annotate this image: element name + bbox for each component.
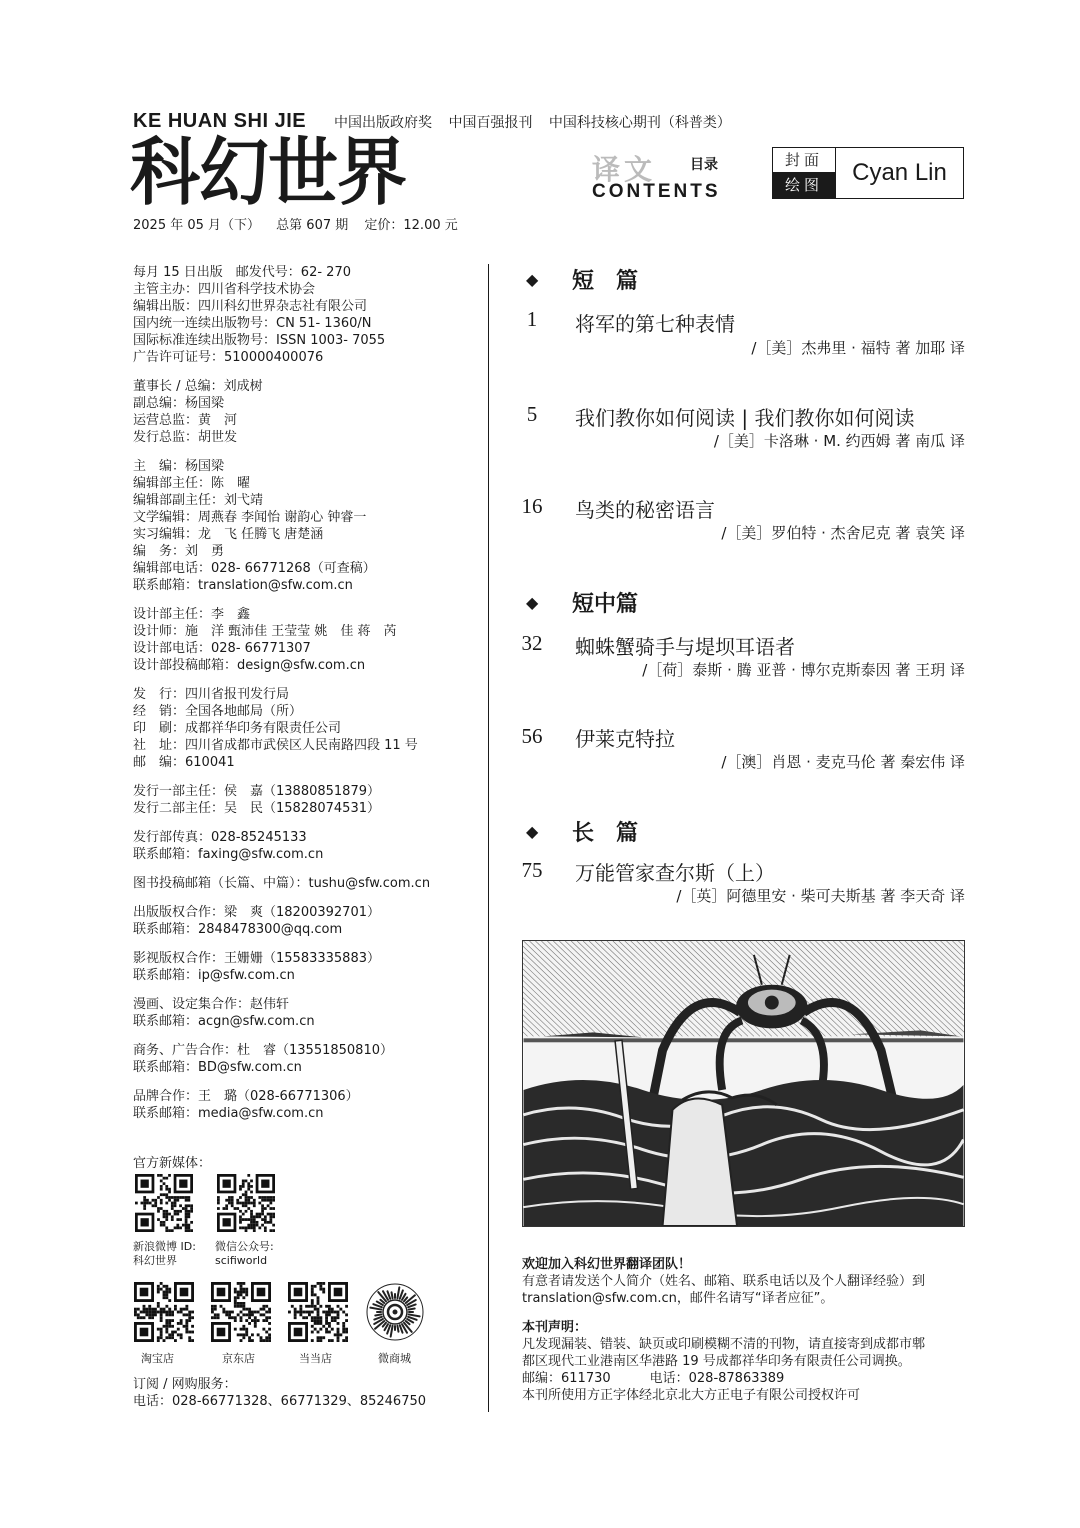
info-line: 发行一部主任：侯 嘉（13880851879） xyxy=(133,784,380,799)
toc-author: /［英］阿德里安 · 柴可夫斯基 著 李天奇 译 xyxy=(676,887,965,905)
info-line: 编辑部副主任：刘弋靖 xyxy=(133,493,264,508)
info-line: 实习编辑：龙 飞 任腾飞 唐楚涵 xyxy=(133,527,324,542)
info-group xyxy=(133,264,483,366)
info-line: 经 销：全国各地邮局（所） xyxy=(133,704,303,719)
info-line: 漫画、设定集合作：赵伟轩 xyxy=(133,997,290,1012)
cover-label: 封面 xyxy=(773,148,835,173)
info-line: 设计部投稿邮箱：design@sfw.com.cn xyxy=(133,658,366,673)
award-1: 中国出版政府奖 xyxy=(334,115,432,131)
info-line: 发行二部主任：吴 民（15828074531） xyxy=(133,801,380,816)
subscription-phone: 电话：028-66771328、66771329、85246750 xyxy=(133,1394,427,1409)
toc-author: /［荷］泰斯 · 腾 亚普 · 博尔克斯泰因 著 王玥 译 xyxy=(642,661,965,679)
toc-author: /［美］罗伯特 · 杰舍尼克 著 袁笑 译 xyxy=(721,524,965,542)
toc-title[interactable]: 万能管家查尔斯（上） xyxy=(575,861,775,885)
info-line: 每月 15 日出版 邮发代号：62- 270 xyxy=(133,265,351,280)
info-line: 印 刷：成都祥华印务有限责任公司 xyxy=(133,721,342,736)
info-group xyxy=(133,783,483,817)
toc-title[interactable]: 蜘蛛蟹骑手与堤坝耳语者 xyxy=(575,635,795,659)
weibo-qr-code xyxy=(135,1174,193,1232)
info-group xyxy=(133,606,483,674)
info-line: 发行部传真：028-85245133 xyxy=(133,830,307,845)
shop-label-taobao: 淘宝店 xyxy=(141,1352,174,1365)
translation-mark: 译文 xyxy=(592,153,657,186)
statement-title: 本刊声明： xyxy=(522,1320,588,1335)
info-line: 联系邮箱：media@sfw.com.cn xyxy=(133,1106,324,1121)
info-group xyxy=(133,378,483,446)
section-header-short: ◆ 短 篇 xyxy=(526,269,639,294)
info-line: 文学编辑：周燕春 李闻怡 谢韵心 钟睿一 xyxy=(133,510,367,525)
toc-title[interactable]: 将军的第七种表情 xyxy=(575,312,735,336)
info-line: 编 务：刘 勇 xyxy=(133,544,225,559)
toc-page: 5 xyxy=(526,402,538,426)
section-marker-icon: ◆ xyxy=(526,822,539,841)
section-marker-icon: ◆ xyxy=(526,270,539,289)
crab-rider-illustration xyxy=(522,940,965,1227)
wechat-label: 微信公众号: scifiworld xyxy=(215,1240,274,1267)
info-group xyxy=(133,1088,483,1122)
info-group xyxy=(133,950,483,984)
notes-block xyxy=(522,1256,972,1404)
toc-title[interactable]: 伊莱克特拉 xyxy=(575,727,675,751)
info-line: 编辑出版：四川科幻世界杂志社有限公司 xyxy=(133,299,368,314)
info-group xyxy=(133,904,483,938)
statement-text: 都区现代工业港南区华港路 19 号成都祥华印务有限责任公司调换。 xyxy=(522,1354,911,1369)
info-line: 国际标准连续出版物号：ISSN 1003- 7055 xyxy=(133,333,386,348)
info-group xyxy=(133,996,483,1030)
new-media-label: 官方新媒体： xyxy=(133,1156,212,1171)
info-line: 副总编：杨国梁 xyxy=(133,396,225,411)
info-line: 联系邮箱：BD@sfw.com.cn xyxy=(133,1060,302,1075)
info-group xyxy=(133,458,483,594)
section-marker-icon: ◆ xyxy=(526,593,539,612)
award-3: 中国科技核心期刊（科普类） xyxy=(548,115,731,131)
info-line: 董事长 / 总编：刘成树 xyxy=(133,379,263,394)
info-line: 品牌合作：王 璐（028-66771306） xyxy=(133,1089,359,1104)
magazine-pinyin: KE HUAN SHI JIE xyxy=(133,110,307,132)
toc-page: 56 xyxy=(521,724,543,748)
info-line: 设计部电话：028- 66771307 xyxy=(133,641,311,656)
info-group xyxy=(133,829,483,863)
toc-page: 16 xyxy=(521,494,543,518)
toc-page: 32 xyxy=(521,631,543,655)
info-line: 联系邮箱：2848478300@qq.com xyxy=(133,922,343,937)
shop-label-dangdang: 当当店 xyxy=(299,1352,332,1365)
info-line: 联系邮箱：acgn@sfw.com.cn xyxy=(133,1014,315,1029)
info-line: 运营总监：黄 河 xyxy=(133,413,238,428)
info-group xyxy=(133,875,483,892)
statement-text: 凡发现漏装、错装、缺页或印刷模糊不清的刊物，请直接寄到成都市郫 xyxy=(522,1337,926,1352)
subscription-service xyxy=(133,1376,426,1410)
illustration-label: 绘图 xyxy=(773,173,835,198)
subscription-label: 订阅 / 网购服务： xyxy=(133,1377,237,1392)
statement-text: 邮编：611730 电话：028-87863389 xyxy=(522,1371,785,1386)
info-line: 发行总监：胡世发 xyxy=(133,430,238,445)
info-line: 图书投稿邮箱（长篇、中篇）：tushu@sfw.com.cn xyxy=(133,876,431,891)
jd-qr-code xyxy=(211,1282,271,1342)
recruit-title: 欢迎加入科幻世界翻译团队！ xyxy=(522,1257,692,1272)
toc-mark: 目录 xyxy=(690,157,718,173)
statement-text: 本刊所使用方正字体经北京北大方正电子有限公司授权许可 xyxy=(522,1388,861,1403)
info-line: 商务、广告合作：杜 睿（13551850810） xyxy=(133,1043,393,1058)
info-line: 邮 编：610041 xyxy=(133,755,235,770)
toc-author: /［美］杰弗里 · 福特 著 加耶 译 xyxy=(751,339,965,357)
issue-line xyxy=(133,214,470,233)
issue-number: 总第 607 期 xyxy=(276,218,349,233)
info-line: 联系邮箱：translation@sfw.com.cn xyxy=(133,578,353,593)
info-line: 编辑部主任：陈 曜 xyxy=(133,476,251,491)
info-line: 国内统一连续出版物号：CN 51- 1360/N xyxy=(133,316,372,331)
info-line: 影视版权合作：王姗姗（15583335883） xyxy=(133,951,380,966)
info-line: 联系邮箱：ip@sfw.com.cn xyxy=(133,968,295,983)
cover-artist: Cyan Lin xyxy=(852,159,947,186)
info-line: 编辑部电话：028- 66771268（可查稿） xyxy=(133,561,376,576)
toc-title[interactable]: 鸟类的秘密语言 xyxy=(575,498,715,522)
toc-page: 75 xyxy=(521,858,543,882)
info-line: 广告许可证号：510000400076 xyxy=(133,350,324,365)
column-divider xyxy=(488,264,489,1412)
info-line: 设计部主任：李 鑫 xyxy=(133,607,251,622)
info-line: 主管主办：四川省科学技术协会 xyxy=(133,282,316,297)
recruit-text: 有意者请发送个人简介（姓名、邮箱、联系电话以及个人翻译经验）到 xyxy=(522,1274,926,1289)
weibo-label: 新浪微博 ID: 科幻世界 xyxy=(133,1240,196,1267)
toc-title[interactable]: 我们教你如何阅读 | 我们教你如何阅读 xyxy=(575,406,915,430)
award-2: 中国百强报刊 xyxy=(448,115,533,131)
info-group xyxy=(133,1042,483,1076)
info-group xyxy=(133,686,483,771)
info-line: 社 址：四川省成都市武侯区人民南路四段 11 号 xyxy=(133,738,418,753)
magazine-title-logo: 科幻世界 xyxy=(130,129,406,216)
issue-price: 定价：12.00 元 xyxy=(364,218,458,233)
cover-credit-box xyxy=(772,147,964,199)
info-line: 出版版权合作：梁 爽（18200392701） xyxy=(133,905,380,920)
contents-label: CONTENTS xyxy=(592,181,721,202)
shop-label-jd: 京东店 xyxy=(222,1352,255,1365)
issue-date: 2025 年 05 月（下） xyxy=(133,218,261,233)
masthead-info xyxy=(133,264,483,1134)
shop-label-mall: 微商城 xyxy=(378,1352,411,1365)
wechat-qr-code xyxy=(217,1174,275,1232)
info-line: 主 编：杨国梁 xyxy=(133,459,225,474)
info-line: 联系邮箱：faxing@sfw.com.cn xyxy=(133,847,324,862)
dangdang-qr-code xyxy=(288,1282,348,1342)
info-line: 设计师：施 洋 甄沛佳 王莹莹 姚 佳 蒋 芮 xyxy=(133,624,397,639)
toc-author: /［美］卡洛琳 · M. 约西姆 著 南瓜 译 xyxy=(713,432,965,450)
section-header-novel: ◆ 长 篇 xyxy=(526,821,639,846)
taobao-qr-code xyxy=(134,1282,194,1342)
recruit-text: translation@sfw.com.cn，邮件名请写“译者应征”。 xyxy=(522,1291,834,1306)
toc-author: /［澳］肖恩 · 麦克马伦 著 秦宏伟 译 xyxy=(721,753,965,771)
wechat-mall-mini-program-code xyxy=(366,1283,424,1341)
info-line: 发 行：四川省报刊发行局 xyxy=(133,687,290,702)
section-header-novelette: ◆ 短中篇 xyxy=(526,592,639,617)
toc-page: 1 xyxy=(526,307,538,331)
